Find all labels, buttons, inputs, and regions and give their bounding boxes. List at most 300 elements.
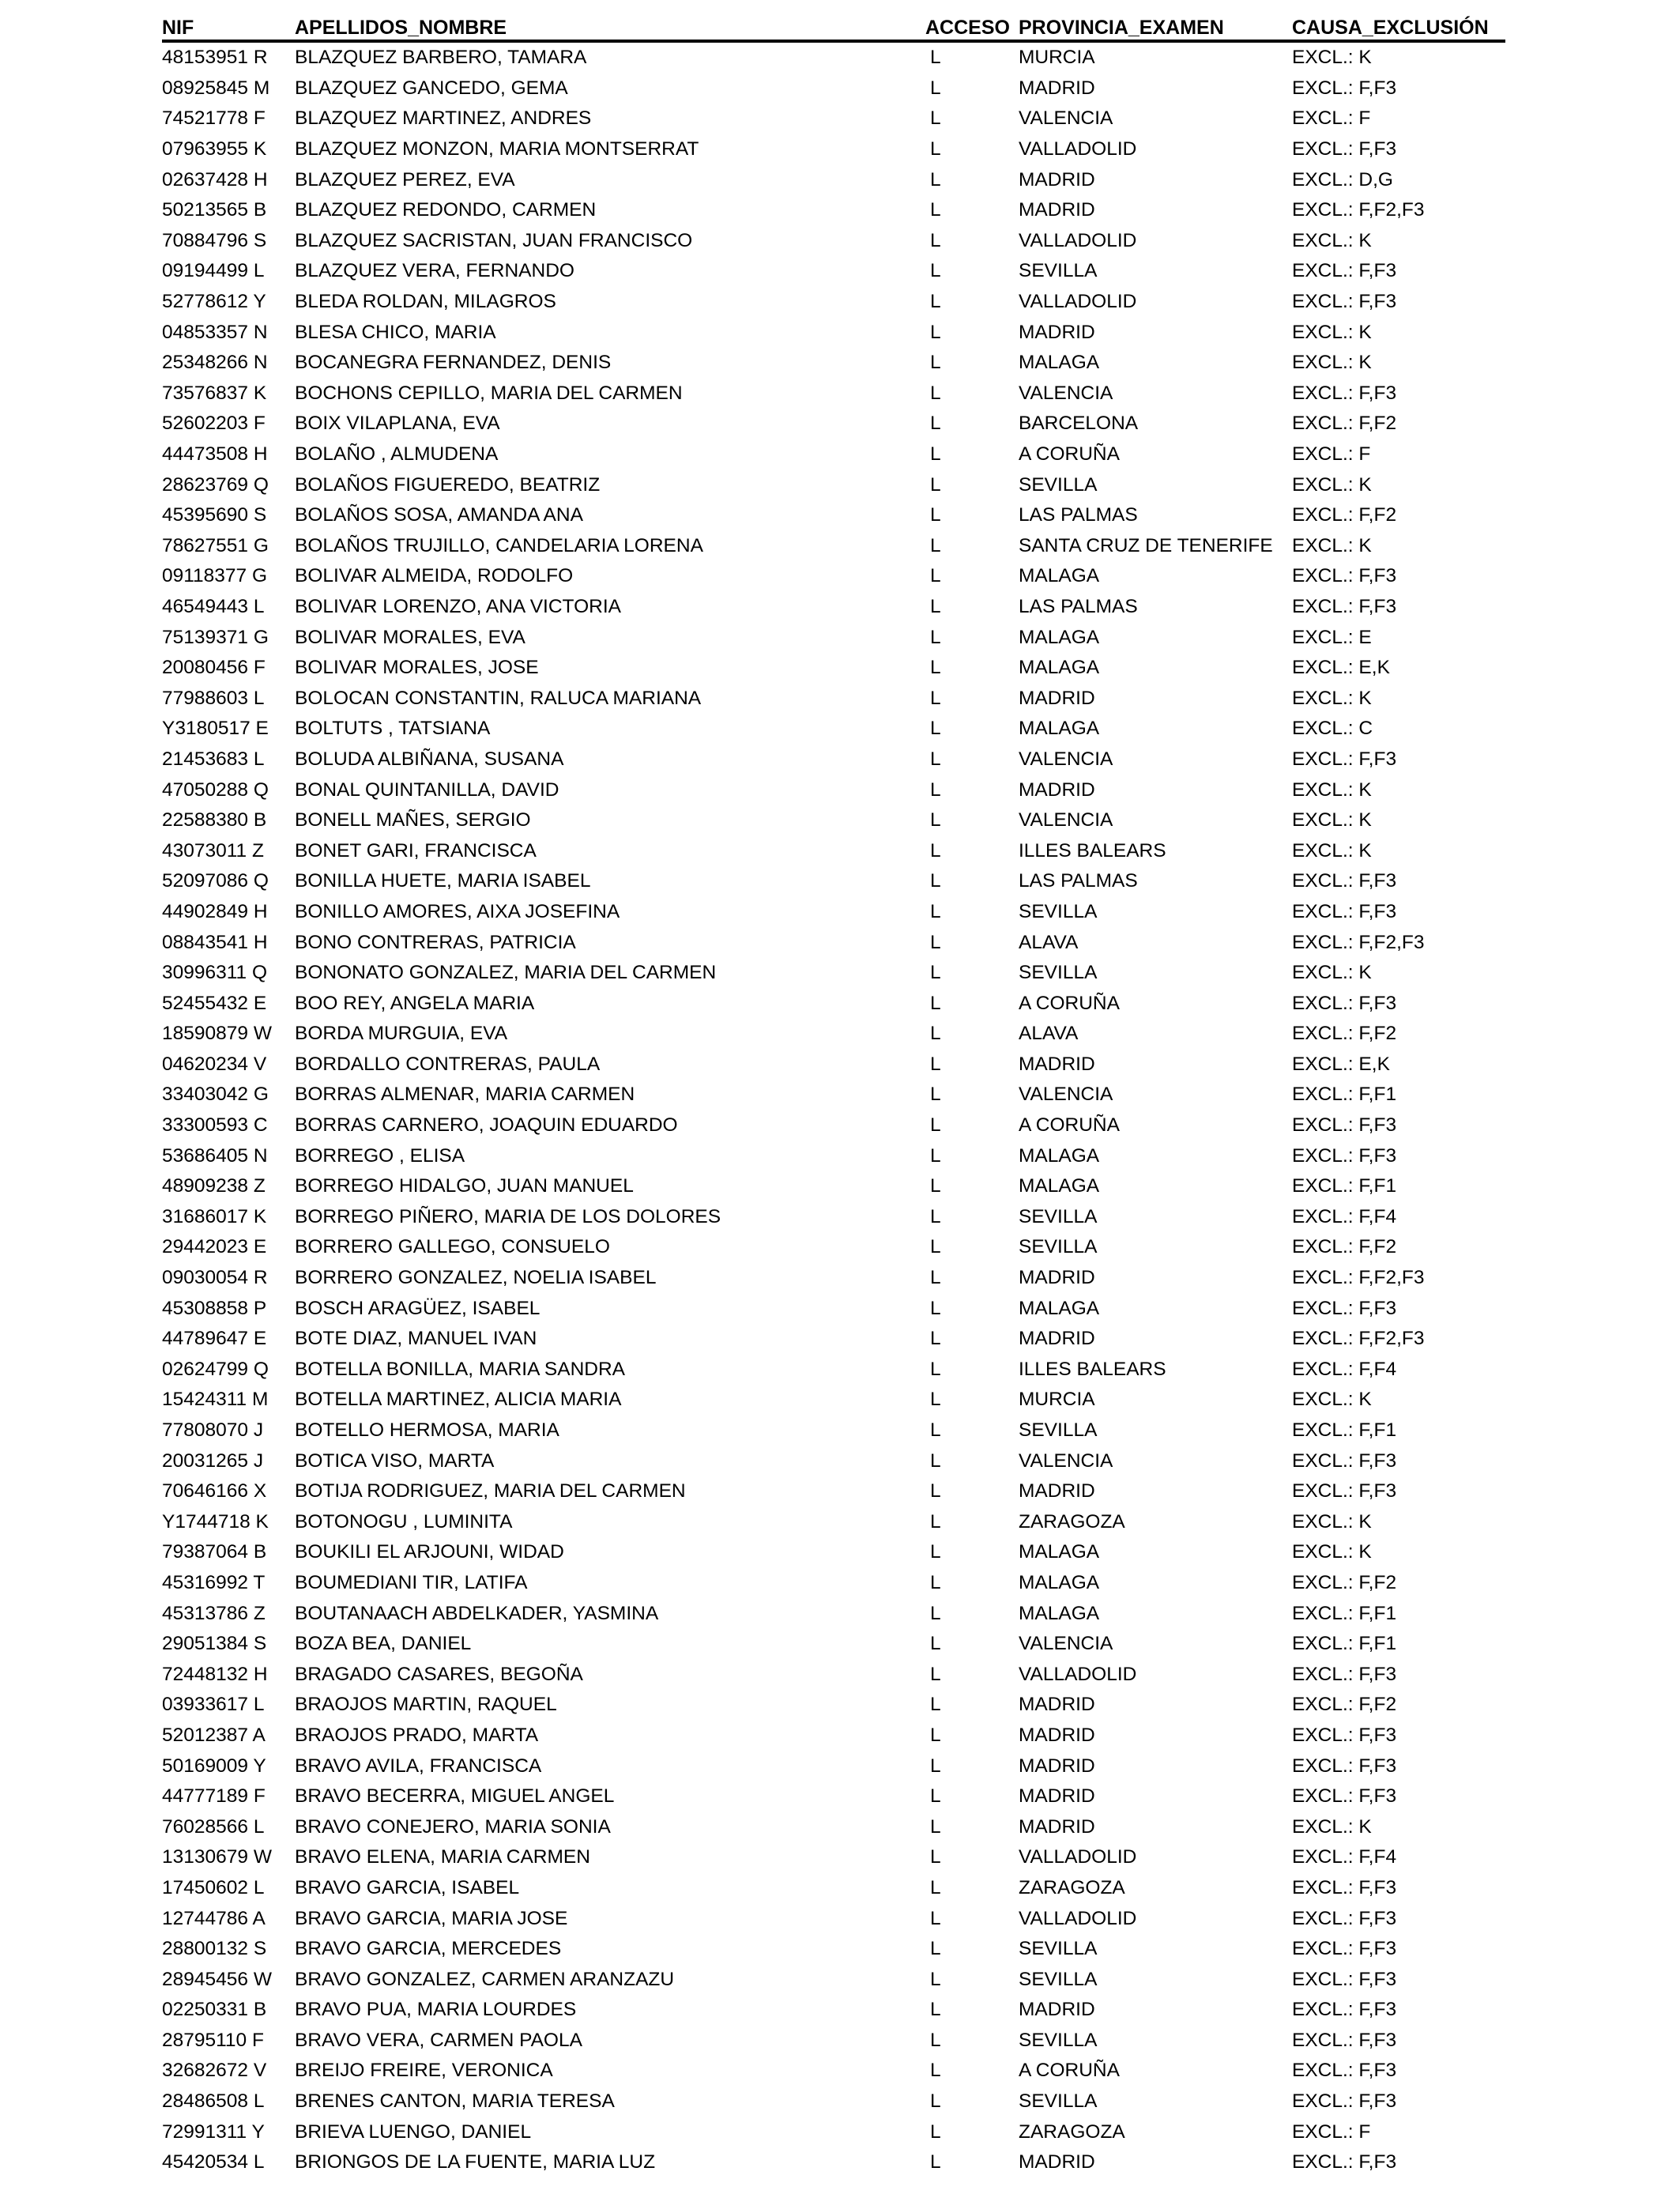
table-row xyxy=(162,134,1505,165)
table-row xyxy=(162,988,1505,1019)
acceso-cell: L xyxy=(930,1297,941,1319)
causa-cell: EXCL.: F,F1 xyxy=(1292,1175,1397,1197)
causa-cell: EXCL.: E,K xyxy=(1292,1053,1390,1075)
name-cell: BORDALLO CONTRERAS, PAULA xyxy=(295,1053,601,1075)
nif-cell: 45313786 Z xyxy=(162,1602,266,1624)
causa-cell: EXCL.: F,F2 xyxy=(1292,1236,1397,1258)
nif-cell: 53686405 N xyxy=(162,1144,268,1167)
table-row xyxy=(162,104,1505,134)
acceso-cell: L xyxy=(930,352,941,374)
name-cell: BOTE DIAZ, MANUEL IVAN xyxy=(295,1328,537,1350)
table-row xyxy=(162,531,1505,562)
nif-cell: 02637428 H xyxy=(162,168,268,190)
nif-cell: 04620234 V xyxy=(162,1053,267,1075)
provincia-cell: SANTA CRUZ DE TENERIFE xyxy=(1019,534,1273,556)
nif-cell: 74521778 F xyxy=(162,107,266,130)
acceso-cell: L xyxy=(930,962,941,984)
acceso-cell: L xyxy=(930,291,941,313)
provincia-cell: MADRID xyxy=(1019,1328,1095,1350)
acceso-cell: L xyxy=(930,534,941,556)
provincia-cell: VALENCIA xyxy=(1019,1084,1113,1106)
name-cell: BONILLO AMORES, AIXA JOSEFINA xyxy=(295,900,620,922)
acceso-cell: L xyxy=(930,1907,941,1929)
table-row xyxy=(162,958,1505,989)
acceso-cell: L xyxy=(930,382,941,404)
name-cell: BORRAS ALMENAR, MARIA CARMEN xyxy=(295,1084,635,1106)
acceso-cell: L xyxy=(930,1449,941,1472)
acceso-cell: L xyxy=(930,1480,941,1502)
name-cell: BLAZQUEZ MARTINEZ, ANDRES xyxy=(295,107,592,130)
causa-cell: EXCL.: F,F1 xyxy=(1292,1084,1397,1106)
causa-cell: EXCL.: F,F3 xyxy=(1292,77,1397,99)
table-row xyxy=(162,1080,1505,1110)
acceso-cell: L xyxy=(930,229,941,251)
causa-cell: EXCL.: F,F4 xyxy=(1292,1205,1397,1227)
name-cell: BOCANEGRA FERNANDEZ, DENIS xyxy=(295,352,612,374)
table-row xyxy=(162,439,1505,470)
column-header-acceso: ACCESO xyxy=(925,8,1019,41)
causa-cell: EXCL.: K xyxy=(1292,1389,1372,1411)
nif-cell: 43073011 Z xyxy=(162,839,264,861)
nif-cell: 30996311 Q xyxy=(162,962,268,984)
nif-cell: 52012387 A xyxy=(162,1724,266,1746)
name-cell: BOCHONS CEPILLO, MARIA DEL CARMEN xyxy=(295,382,683,404)
causa-cell: EXCL.: F,F3 xyxy=(1292,1480,1397,1502)
provincia-cell: MADRID xyxy=(1019,2151,1095,2173)
acceso-cell: L xyxy=(930,1999,941,2021)
causa-cell: EXCL.: F,F3 xyxy=(1292,1114,1397,1137)
name-cell: BRIONGOS DE LA FUENTE, MARIA LUZ xyxy=(295,2151,656,2173)
provincia-cell: SEVILLA xyxy=(1019,1205,1098,1227)
name-cell: BONAL QUINTANILLA, DAVID xyxy=(295,778,559,801)
name-cell: BLEDA ROLDAN, MILAGROS xyxy=(295,291,556,313)
acceso-cell: L xyxy=(930,443,941,466)
provincia-cell: MADRID xyxy=(1019,1724,1095,1746)
provincia-cell: VALENCIA xyxy=(1019,809,1113,831)
nif-cell: 33300593 C xyxy=(162,1114,268,1137)
acceso-cell: L xyxy=(930,2151,941,2173)
provincia-cell: SEVILLA xyxy=(1019,900,1098,922)
provincia-cell: MALAGA xyxy=(1019,657,1100,679)
name-cell: BLAZQUEZ REDONDO, CARMEN xyxy=(295,199,597,221)
provincia-cell: VALLADOLID xyxy=(1019,1663,1137,1685)
table-row xyxy=(162,1811,1505,1842)
acceso-cell: L xyxy=(930,1389,941,1411)
nif-cell: 44902849 H xyxy=(162,900,268,922)
provincia-cell: MADRID xyxy=(1019,77,1095,99)
provincia-cell: MADRID xyxy=(1019,778,1095,801)
nif-cell: 52778612 Y xyxy=(162,291,266,313)
causa-cell: EXCL.: K xyxy=(1292,47,1372,69)
acceso-cell: L xyxy=(930,657,941,679)
causa-cell: EXCL.: F,F3 xyxy=(1292,870,1397,892)
table-row xyxy=(162,469,1505,500)
provincia-cell: MALAGA xyxy=(1019,1541,1100,1563)
acceso-cell: L xyxy=(930,1541,941,1563)
causa-cell: EXCL.: F,F2,F3 xyxy=(1292,199,1425,221)
table-row xyxy=(162,1751,1505,1781)
name-cell: BOLAÑOS TRUJILLO, CANDELARIA LORENA xyxy=(295,534,703,556)
table-row xyxy=(162,2147,1505,2178)
name-cell: BOTELLA BONILLA, MARIA SANDRA xyxy=(295,1358,626,1380)
acceso-cell: L xyxy=(930,931,941,953)
causa-cell: EXCL.: F,F1 xyxy=(1292,1419,1397,1442)
causa-cell: EXCL.: K xyxy=(1292,962,1372,984)
nif-cell: 28800132 S xyxy=(162,1938,267,1960)
provincia-cell: VALENCIA xyxy=(1019,748,1113,770)
name-cell: BONET GARI, FRANCISCA xyxy=(295,839,537,861)
nif-cell: 52455432 E xyxy=(162,992,267,1014)
nif-cell: 02624799 Q xyxy=(162,1358,269,1380)
name-cell: BOTIJA RODRIGUEZ, MARIA DEL CARMEN xyxy=(295,1480,686,1502)
table-row xyxy=(162,409,1505,439)
table-row xyxy=(162,41,1505,74)
name-cell: BOLIVAR MORALES, EVA xyxy=(295,626,525,648)
nif-cell: 13130679 W xyxy=(162,1846,272,1868)
acceso-cell: L xyxy=(930,1144,941,1167)
provincia-cell: ILLES BALEARS xyxy=(1019,839,1166,861)
acceso-cell: L xyxy=(930,1724,941,1746)
nif-cell: 22588380 B xyxy=(162,809,267,831)
provincia-cell: ZARAGOZA xyxy=(1019,2120,1125,2143)
table-row xyxy=(162,1385,1505,1416)
provincia-cell: MALAGA xyxy=(1019,626,1100,648)
provincia-cell: VALLADOLID xyxy=(1019,229,1137,251)
causa-cell: EXCL.: F xyxy=(1292,107,1371,130)
acceso-cell: L xyxy=(930,77,941,99)
acceso-cell: L xyxy=(930,413,941,435)
nif-cell: 77988603 L xyxy=(162,687,265,709)
table-row xyxy=(162,775,1505,805)
provincia-cell: A CORUÑA xyxy=(1019,992,1120,1014)
table-row xyxy=(162,866,1505,897)
provincia-cell: VALLADOLID xyxy=(1019,138,1137,160)
acceso-cell: L xyxy=(930,168,941,190)
name-cell: BRAVO BECERRA, MIGUEL ANGEL xyxy=(295,1785,615,1808)
table-row xyxy=(162,1324,1505,1355)
causa-cell: EXCL.: F,F3 xyxy=(1292,2029,1397,2051)
acceso-cell: L xyxy=(930,47,941,69)
name-cell: BLAZQUEZ PEREZ, EVA xyxy=(295,168,515,190)
table-row xyxy=(162,622,1505,653)
acceso-cell: L xyxy=(930,473,941,496)
name-cell: BOTELLO HERMOSA, MARIA xyxy=(295,1419,559,1442)
nif-cell: 48909238 Z xyxy=(162,1175,266,1197)
table-row xyxy=(162,1019,1505,1050)
column-header-provincia-examen: PROVINCIA_EXAMEN xyxy=(1019,8,1292,41)
table-row xyxy=(162,1232,1505,1263)
acceso-cell: L xyxy=(930,1053,941,1075)
table-row xyxy=(162,1690,1505,1721)
provincia-cell: ZARAGOZA xyxy=(1019,1510,1125,1532)
name-cell: BOLAÑO , ALMUDENA xyxy=(295,443,499,466)
provincia-cell: MURCIA xyxy=(1019,47,1095,69)
name-cell: BRIEVA LUENGO, DANIEL xyxy=(295,2120,532,2143)
nif-cell: 52097086 Q xyxy=(162,870,269,892)
table-row xyxy=(162,2117,1505,2147)
table-row xyxy=(162,714,1505,745)
acceso-cell: L xyxy=(930,2029,941,2051)
provincia-cell: SEVILLA xyxy=(1019,1236,1098,1258)
nif-cell: 45395690 S xyxy=(162,504,267,526)
name-cell: BLAZQUEZ SACRISTAN, JUAN FRANCISCO xyxy=(295,229,693,251)
table-row xyxy=(162,348,1505,379)
causa-cell: EXCL.: F,F3 xyxy=(1292,1297,1397,1319)
causa-cell: EXCL.: K xyxy=(1292,321,1372,343)
nif-cell: Y1744718 K xyxy=(162,1510,269,1532)
nif-cell: 28945456 W xyxy=(162,1968,272,1990)
nif-cell: 21453683 L xyxy=(162,748,265,770)
nif-cell: 29051384 S xyxy=(162,1633,267,1655)
acceso-cell: L xyxy=(930,809,941,831)
provincia-cell: SEVILLA xyxy=(1019,1419,1098,1442)
acceso-cell: L xyxy=(930,565,941,587)
table-row xyxy=(162,745,1505,775)
table-row xyxy=(162,1995,1505,2026)
table-row xyxy=(162,379,1505,409)
name-cell: BORREGO HIDALGO, JUAN MANUEL xyxy=(295,1175,634,1197)
table-row xyxy=(162,1964,1505,1995)
name-cell: BOLAÑOS FIGUEREDO, BEATRIZ xyxy=(295,473,601,496)
name-cell: BOLUDA ALBIÑANA, SUSANA xyxy=(295,748,564,770)
name-cell: BRENES CANTON, MARIA TERESA xyxy=(295,2090,615,2113)
provincia-cell: ILLES BALEARS xyxy=(1019,1358,1166,1380)
acceso-cell: L xyxy=(930,595,941,617)
exclusion-table xyxy=(162,8,1505,2178)
name-cell: BOLIVAR ALMEIDA, RODOLFO xyxy=(295,565,574,587)
acceso-cell: L xyxy=(930,1846,941,1868)
table-row xyxy=(162,2026,1505,2056)
nif-cell: 70884796 S xyxy=(162,229,267,251)
nif-cell: 46549443 L xyxy=(162,595,265,617)
acceso-cell: L xyxy=(930,138,941,160)
causa-cell: EXCL.: E xyxy=(1292,626,1372,648)
nif-cell: 02250331 B xyxy=(162,1999,267,2021)
table-row xyxy=(162,164,1505,195)
table-row xyxy=(162,1355,1505,1385)
name-cell: BONILLA HUETE, MARIA ISABEL xyxy=(295,870,591,892)
acceso-cell: L xyxy=(930,1815,941,1838)
causa-cell: EXCL.: F,F2 xyxy=(1292,504,1397,526)
nif-cell: 08925845 M xyxy=(162,77,270,99)
name-cell: BRAOJOS PRADO, MARTA xyxy=(295,1724,539,1746)
nif-cell: 31686017 K xyxy=(162,1205,267,1227)
name-cell: BLAZQUEZ BARBERO, TAMARA xyxy=(295,47,587,69)
acceso-cell: L xyxy=(930,1602,941,1624)
table-row xyxy=(162,1416,1505,1446)
table-row xyxy=(162,1140,1505,1171)
acceso-cell: L xyxy=(930,1236,941,1258)
causa-cell: EXCL.: F,F2,F3 xyxy=(1292,1267,1425,1289)
nif-cell: 76028566 L xyxy=(162,1815,265,1838)
name-cell: BOTELLA MARTINEZ, ALICIA MARIA xyxy=(295,1389,622,1411)
nif-cell: 78627551 G xyxy=(162,534,269,556)
name-cell: BORREGO PIÑERO, MARIA DE LOS DOLORES xyxy=(295,1205,721,1227)
table-row xyxy=(162,2056,1505,2087)
nif-cell: 52602203 F xyxy=(162,413,266,435)
causa-cell: EXCL.: F,F3 xyxy=(1292,2090,1397,2113)
name-cell: BORREGO , ELISA xyxy=(295,1144,465,1167)
provincia-cell: SEVILLA xyxy=(1019,962,1098,984)
table-row xyxy=(162,287,1505,318)
provincia-cell: MADRID xyxy=(1019,1694,1095,1716)
causa-cell: EXCL.: F,F3 xyxy=(1292,900,1397,922)
table-row xyxy=(162,1721,1505,1751)
causa-cell: EXCL.: F,F3 xyxy=(1292,1663,1397,1685)
provincia-cell: SEVILLA xyxy=(1019,473,1098,496)
causa-cell: EXCL.: K xyxy=(1292,1541,1372,1563)
nif-cell: 44789647 E xyxy=(162,1328,267,1350)
provincia-cell: MADRID xyxy=(1019,1053,1095,1075)
causa-cell: EXCL.: F,F2,F3 xyxy=(1292,931,1425,953)
acceso-cell: L xyxy=(930,1694,941,1716)
table-row xyxy=(162,2087,1505,2117)
acceso-cell: L xyxy=(930,900,941,922)
causa-cell: EXCL.: K xyxy=(1292,352,1372,374)
name-cell: BRAOJOS MARTIN, RAQUEL xyxy=(295,1694,557,1716)
causa-cell: EXCL.: F,F3 xyxy=(1292,1999,1397,2021)
causa-cell: EXCL.: F,F3 xyxy=(1292,595,1397,617)
provincia-cell: MADRID xyxy=(1019,1785,1095,1808)
causa-cell: EXCL.: F,F2,F3 xyxy=(1292,1328,1425,1350)
nif-cell: 29442023 E xyxy=(162,1236,267,1258)
name-cell: BONONATO GONZALEZ, MARIA DEL CARMEN xyxy=(295,962,717,984)
name-cell: BRAGADO CASARES, BEGOÑA xyxy=(295,1663,583,1685)
provincia-cell: BARCELONA xyxy=(1019,413,1139,435)
provincia-cell: SEVILLA xyxy=(1019,2090,1098,2113)
provincia-cell: MADRID xyxy=(1019,1999,1095,2021)
causa-cell: EXCL.: F,F2 xyxy=(1292,1571,1397,1593)
causa-cell: EXCL.: F,F3 xyxy=(1292,2060,1397,2082)
name-cell: BOLAÑOS SOSA, AMANDA ANA xyxy=(295,504,583,526)
causa-cell: EXCL.: F,F1 xyxy=(1292,1633,1397,1655)
acceso-cell: L xyxy=(930,1663,941,1685)
provincia-cell: MADRID xyxy=(1019,1755,1095,1777)
name-cell: BRAVO PUA, MARIA LOURDES xyxy=(295,1999,577,2021)
nif-cell: 50169009 Y xyxy=(162,1755,266,1777)
table-row xyxy=(162,1873,1505,1904)
name-cell: BOLOCAN CONSTANTIN, RALUCA MARIANA xyxy=(295,687,702,709)
column-header-nif: NIF xyxy=(162,8,295,41)
table-row xyxy=(162,1568,1505,1599)
name-cell: BONO CONTRERAS, PATRICIA xyxy=(295,931,576,953)
name-cell: BRAVO AVILA, FRANCISCA xyxy=(295,1755,542,1777)
nif-cell: 25348266 N xyxy=(162,352,268,374)
table-row xyxy=(162,683,1505,714)
causa-cell: EXCL.: F,F3 xyxy=(1292,748,1397,770)
nif-cell: 17450602 L xyxy=(162,1876,265,1898)
acceso-cell: L xyxy=(930,1755,941,1777)
table-row xyxy=(162,1659,1505,1690)
column-header-causa-exclusion: CAUSA_EXCLUSIÓN xyxy=(1292,8,1505,41)
acceso-cell: L xyxy=(930,687,941,709)
acceso-cell: L xyxy=(930,626,941,648)
nif-cell: 28486508 L xyxy=(162,2090,265,2113)
table-row xyxy=(162,1629,1505,1660)
provincia-cell: LAS PALMAS xyxy=(1019,504,1138,526)
causa-cell: EXCL.: K xyxy=(1292,473,1372,496)
causa-cell: EXCL.: K xyxy=(1292,778,1372,801)
acceso-cell: L xyxy=(930,870,941,892)
acceso-cell: L xyxy=(930,1084,941,1106)
nif-cell: 08843541 H xyxy=(162,931,268,953)
table-row xyxy=(162,927,1505,958)
causa-cell: EXCL.: E,K xyxy=(1292,657,1390,679)
nif-cell: 47050288 Q xyxy=(162,778,269,801)
nif-cell: 18590879 W xyxy=(162,1023,272,1045)
causa-cell: EXCL.: F,F3 xyxy=(1292,1968,1397,1990)
provincia-cell: MADRID xyxy=(1019,168,1095,190)
name-cell: BOUTANAACH ABDELKADER, YASMINA xyxy=(295,1602,659,1624)
nif-cell: 72448132 H xyxy=(162,1663,268,1685)
nif-cell: 12744786 A xyxy=(162,1907,266,1929)
acceso-cell: L xyxy=(930,1571,941,1593)
provincia-cell: SEVILLA xyxy=(1019,2029,1098,2051)
nif-cell: 75139371 G xyxy=(162,626,269,648)
table-row xyxy=(162,500,1505,531)
table-row xyxy=(162,1263,1505,1294)
causa-cell: EXCL.: F,F3 xyxy=(1292,1876,1397,1898)
table-row xyxy=(162,1446,1505,1476)
provincia-cell: MALAGA xyxy=(1019,1602,1100,1624)
acceso-cell: L xyxy=(930,1968,941,1990)
acceso-cell: L xyxy=(930,839,941,861)
nif-cell: 45308858 P xyxy=(162,1297,267,1319)
table-row xyxy=(162,1598,1505,1629)
name-cell: BOIX VILAPLANA, EVA xyxy=(295,413,500,435)
table-row xyxy=(162,835,1505,866)
provincia-cell: MADRID xyxy=(1019,1815,1095,1838)
acceso-cell: L xyxy=(930,2120,941,2143)
nif-cell: 44777189 F xyxy=(162,1785,266,1808)
causa-cell: EXCL.: F,F3 xyxy=(1292,291,1397,313)
acceso-cell: L xyxy=(930,1267,941,1289)
name-cell: BRAVO GARCIA, ISABEL xyxy=(295,1876,520,1898)
acceso-cell: L xyxy=(930,1205,941,1227)
causa-cell: EXCL.: F,F2 xyxy=(1292,1694,1397,1716)
name-cell: BLAZQUEZ GANCEDO, GEMA xyxy=(295,77,568,99)
name-cell: BOLIVAR LORENZO, ANA VICTORIA xyxy=(295,595,621,617)
name-cell: BRAVO GONZALEZ, CARMEN ARANZAZU xyxy=(295,1968,675,1990)
provincia-cell: ZARAGOZA xyxy=(1019,1876,1125,1898)
provincia-cell: ALAVA xyxy=(1019,931,1079,953)
table-row xyxy=(162,74,1505,104)
acceso-cell: L xyxy=(930,1876,941,1898)
nif-cell: 09118377 G xyxy=(162,565,268,587)
causa-cell: EXCL.: F,F3 xyxy=(1292,1724,1397,1746)
nif-cell: 77808070 J xyxy=(162,1419,264,1442)
table-row xyxy=(162,897,1505,928)
nif-cell: 79387064 B xyxy=(162,1541,267,1563)
causa-cell: EXCL.: F,F3 xyxy=(1292,260,1397,282)
causa-cell: EXCL.: F xyxy=(1292,443,1371,466)
nif-cell: 70646166 X xyxy=(162,1480,267,1502)
causa-cell: EXCL.: F,F2 xyxy=(1292,413,1397,435)
provincia-cell: VALENCIA xyxy=(1019,382,1113,404)
nif-cell: 33403042 G xyxy=(162,1084,269,1106)
table-row xyxy=(162,653,1505,684)
acceso-cell: L xyxy=(930,1358,941,1380)
name-cell: BOUKILI EL ARJOUNI, WIDAD xyxy=(295,1541,564,1563)
name-cell: BOTICA VISO, MARTA xyxy=(295,1449,495,1472)
nif-cell: 50213565 B xyxy=(162,199,267,221)
acceso-cell: L xyxy=(930,718,941,740)
acceso-cell: L xyxy=(930,199,941,221)
acceso-cell: L xyxy=(930,1510,941,1532)
causa-cell: EXCL.: F,F3 xyxy=(1292,1755,1397,1777)
table-row xyxy=(162,195,1505,226)
column-header-apellidos-nombre: APELLIDOS_NOMBRE xyxy=(295,8,925,41)
